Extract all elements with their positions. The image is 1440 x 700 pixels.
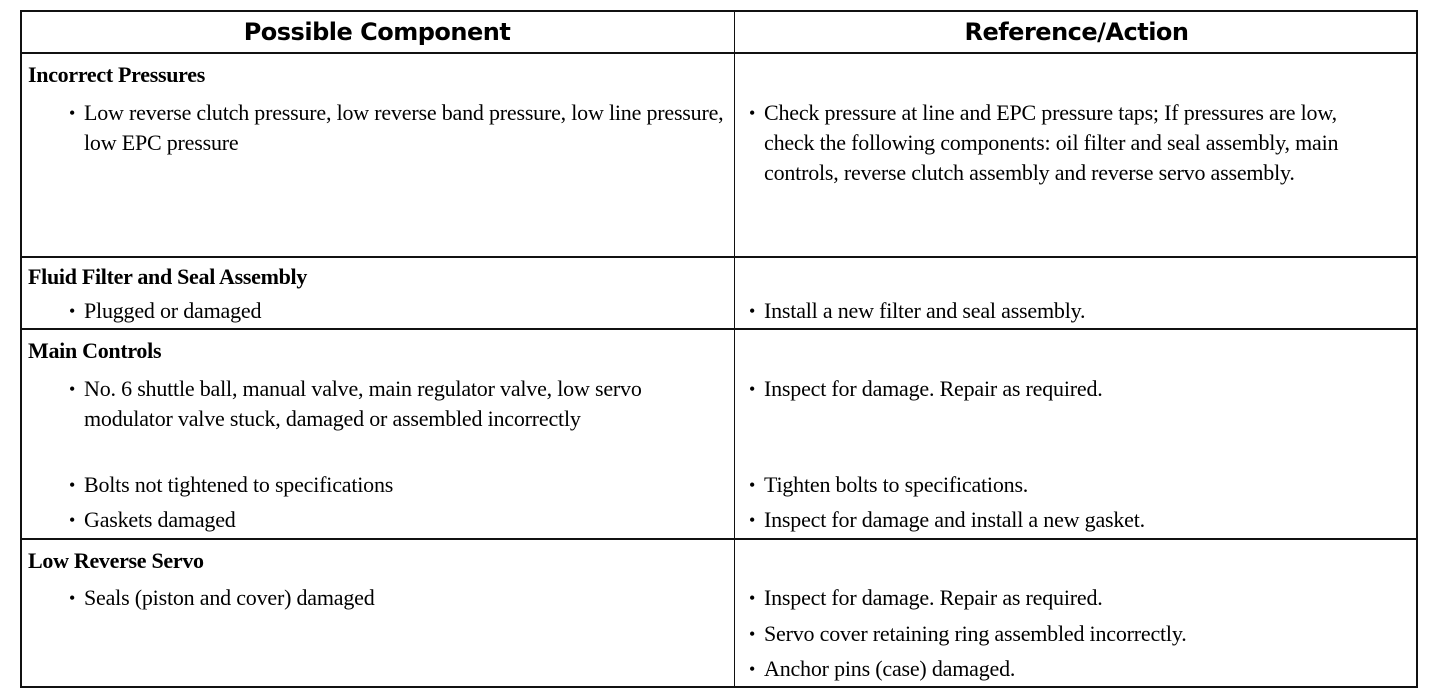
- component-item: [69, 374, 724, 434]
- component-text: Low reverse clutch pressure, low reverse band pressure, low line pressure, low EPC pressure: [84, 100, 724, 155]
- bullet-icon: •: [69, 475, 76, 495]
- action-item: [749, 619, 1384, 649]
- section-title: Main Controls: [28, 338, 162, 363]
- bullet-icon: •: [749, 379, 756, 399]
- action-text: Servo cover retaining ring assembled incorrectly.: [764, 621, 1187, 646]
- action-text: Tighten bolts to specifications.: [764, 472, 1029, 497]
- bullet-icon: •: [69, 588, 76, 608]
- action-item: [749, 296, 1384, 326]
- component-text: Bolts not tightened to specifications: [84, 472, 394, 497]
- column-header-action: Reference/Action: [964, 18, 1189, 46]
- action-item: [749, 470, 1384, 500]
- bullet-icon: •: [69, 379, 76, 399]
- action-text: Check pressure at line and EPC pressure taps; If pressures are low, check the following components: oil filter and seal assembly, main controls, reverse clutch assembly and reverse servo assembly.: [764, 100, 1339, 185]
- section-divider: [20, 538, 1418, 540]
- bullet-icon: •: [749, 588, 756, 608]
- bullet-icon: •: [749, 624, 756, 644]
- action-item: [749, 98, 1374, 188]
- component-text: Seals (piston and cover) damaged: [84, 585, 375, 610]
- section-divider: [20, 328, 1418, 330]
- action-text: Inspect for damage. Repair as required.: [764, 585, 1103, 610]
- action-item: [749, 374, 1384, 404]
- action-text: Install a new filter and seal assembly.: [764, 298, 1086, 323]
- component-item: [69, 505, 724, 535]
- bullet-icon: •: [69, 510, 76, 530]
- component-item: [69, 98, 724, 158]
- action-item: [749, 505, 1384, 535]
- action-item: [749, 583, 1384, 613]
- action-text: Inspect for damage and install a new gasket.: [764, 507, 1145, 532]
- column-divider: [734, 10, 735, 688]
- section-title: Incorrect Pressures: [28, 62, 205, 87]
- bullet-icon: •: [749, 659, 756, 679]
- action-text: Inspect for damage. Repair as required.: [764, 376, 1103, 401]
- bullet-icon: •: [749, 510, 756, 530]
- column-header-component: Possible Component: [243, 18, 511, 46]
- component-item: [69, 296, 724, 326]
- component-item: [69, 470, 724, 500]
- component-item: [69, 583, 724, 613]
- bullet-icon: •: [69, 103, 76, 123]
- bullet-icon: •: [749, 475, 756, 495]
- bullet-icon: •: [69, 301, 76, 321]
- header-divider: [20, 52, 1418, 54]
- component-text: Plugged or damaged: [84, 298, 262, 323]
- bullet-icon: •: [749, 301, 756, 321]
- section-divider: [20, 256, 1418, 258]
- section-title: Fluid Filter and Seal Assembly: [28, 264, 308, 289]
- action-text: Anchor pins (case) damaged.: [764, 656, 1016, 681]
- action-item: [749, 654, 1384, 684]
- section-title: Low Reverse Servo: [28, 548, 204, 573]
- component-text: No. 6 shuttle ball, manual valve, main regulator valve, low servo modulator valve stuck, damaged or assembled incorrectly: [84, 376, 642, 431]
- component-text: Gaskets damaged: [84, 507, 236, 532]
- bullet-icon: •: [749, 103, 756, 123]
